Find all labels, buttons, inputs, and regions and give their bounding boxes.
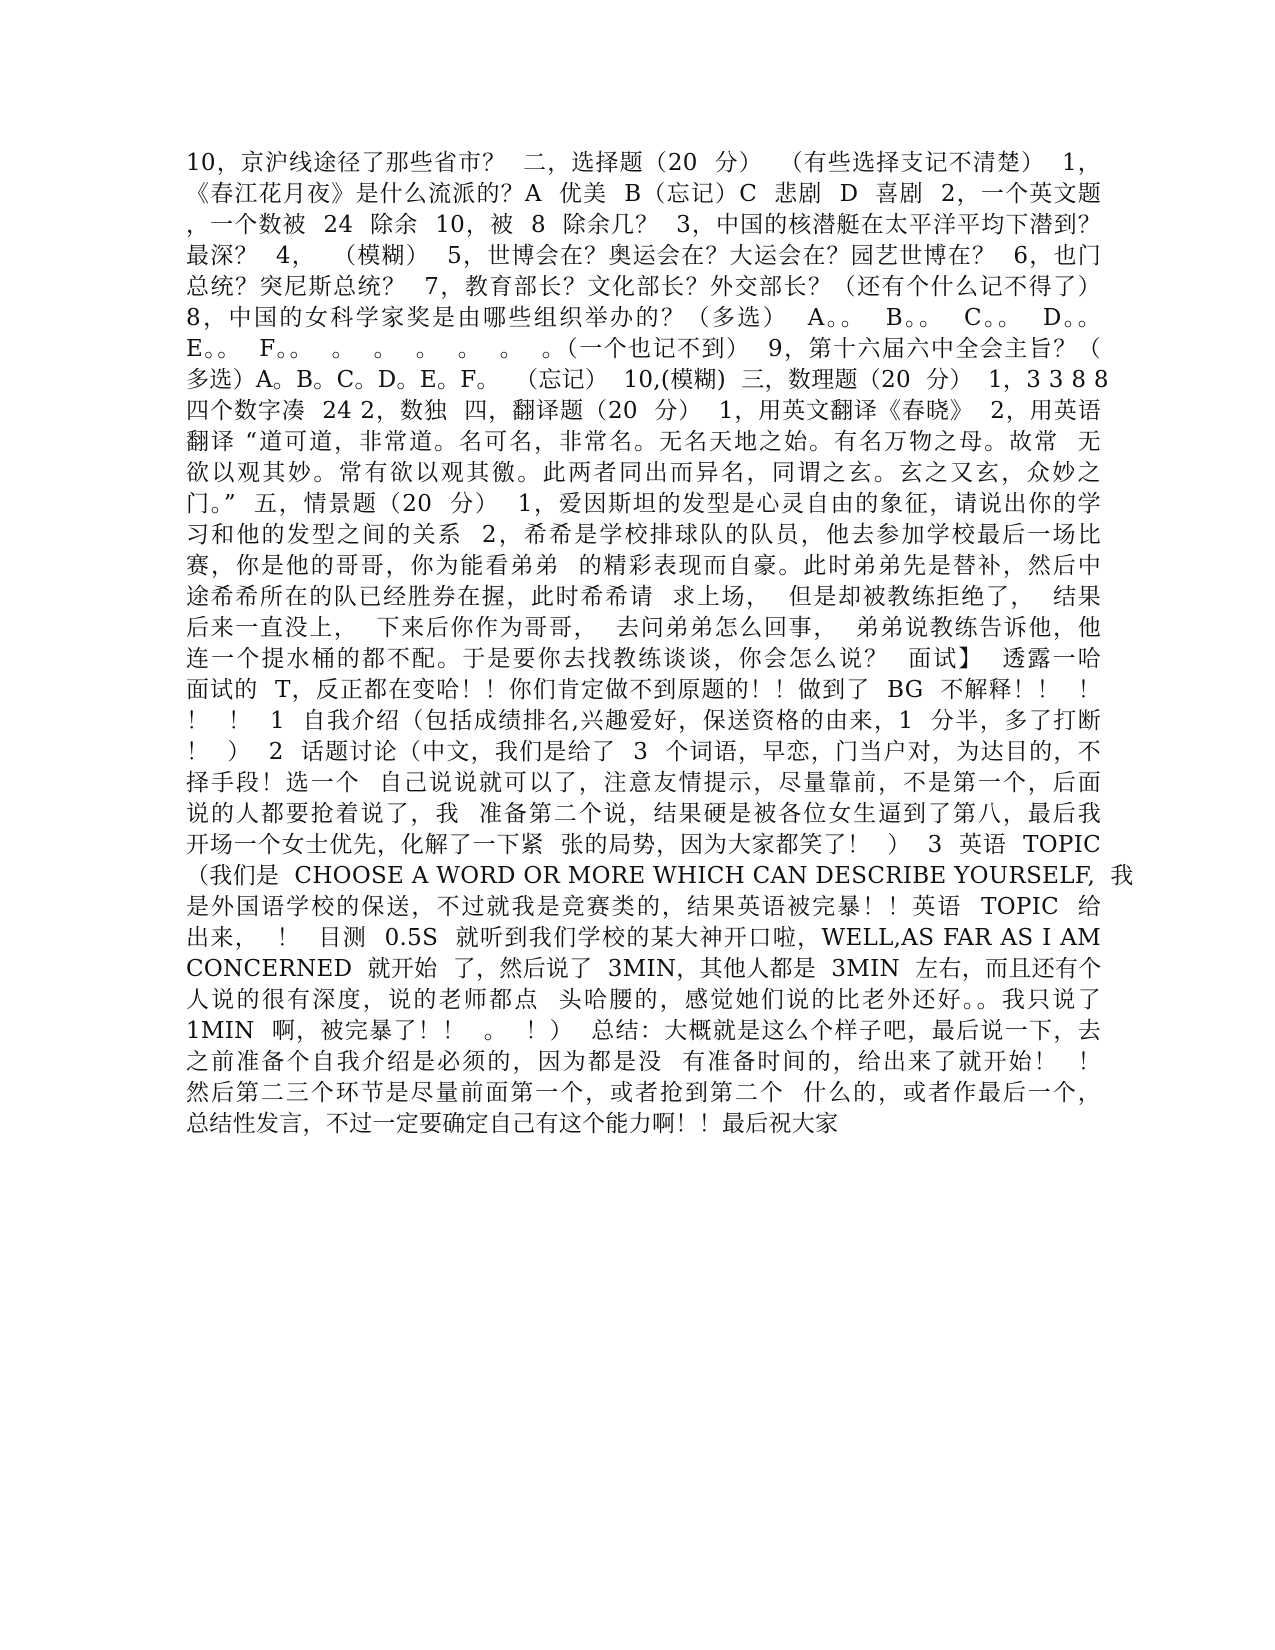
text-line-5: 总统？突尼斯总统？ 7，教育部长？文化部长？外交部长？（还有个什么记不得了） xyxy=(186,274,1101,300)
text-line-11: 欲以观其妙。常有欲以观其徼。此两者同出而异名，同谓之玄。玄之又玄，众妙之 xyxy=(186,460,1101,486)
text-line-29: 1MIN 啊，被完暴了！！ 。 ！） 总结：大概就是这么个样子吧，最后说一下，去 xyxy=(186,1018,1101,1044)
text-line-26: 出来， ！ 目测 0.5S 就听到我们学校的某大神开口啦，WELL,AS FAR AS I AM xyxy=(186,925,1101,951)
text-line-31: 然后第二三个环节是尽量前面第一个，或者抢到第二个 什么的，或者作最后一个， xyxy=(186,1080,1101,1106)
text-line-21: 择手段！选一个 自己说说就可以了，注意友情提示，尽量靠前，不是第一个，后面 xyxy=(186,770,1101,796)
text-line-30: 之前准备个自我介绍是必须的，因为都是没 有准备时间的，给出来了就开始！ ！ xyxy=(186,1049,1101,1075)
text-line-12: 门。” 五，情景题（20 分） 1，爱因斯坦的发型是心灵自由的象征，请说出你的学 xyxy=(186,491,1101,517)
text-line-32: 总结性发言，不过一定要确定自己有这个能力啊！！最后祝大家 xyxy=(186,1111,839,1137)
text-line-19: ！ ！ 1 自我介绍（包括成绩排名,兴趣爱好，保送资格的由来，1 分半，多了打断 xyxy=(186,708,1101,734)
text-line-22: 说的人都要抢着说了，我 准备第二个说，结果硬是被各位女生逼到了第八，最后我 xyxy=(186,801,1101,827)
text-line-7: E。。 F。。 。 。 。 。 。 。（一个也记不到） 9，第十六届六中全会主旨？（ xyxy=(186,336,1101,362)
text-line-28: 人说的很有深度，说的老师都点 头哈腰的，感觉她们说的比老外还好。。我只说了 xyxy=(186,987,1101,1013)
text-line-1: 10，京沪线途径了那些省市？ 二，选择题（20 分） （有些选择支记不清楚） 1， xyxy=(186,150,1101,176)
text-line-17: 连一个提水桶的都不配。于是要你去找教练谈谈，你会怎么说？ 面试】 透露一哈 xyxy=(186,646,1101,672)
text-line-6: 8，中国的女科学家奖是由哪些组织举办的？（多选） A。。 B。。 C。。 D。。 xyxy=(186,305,1101,331)
text-line-25: 是外国语学校的保送，不过就我是竞赛类的，结果英语被完暴！！英语 TOPIC 给 xyxy=(186,894,1101,920)
text-line-13: 习和他的发型之间的关系 2，希希是学校排球队的队员，他去参加学校最后一场比 xyxy=(186,522,1101,548)
text-line-23: 开场一个女士优先，化解了一下紧 张的局势，因为大家都笑了！ ） 3 英语 TOPIC xyxy=(186,832,1101,858)
text-line-18: 面试的 T，反正都在变哈！！你们肯定做不到原题的！！做到了 BG 不解释！！ ！ xyxy=(186,677,1101,703)
text-line-20: ！ ） 2 话题讨论（中文，我们是给了 3 个词语，早恋，门当户对，为达目的，不 xyxy=(186,739,1101,765)
text-line-24: （我们是 CHOOSE A WORD OR MORE WHICH CAN DESCRIBE YOURSELF, 我 xyxy=(186,863,1134,889)
text-line-16: 后来一直没上， 下来后你作为哥哥， 去问弟弟怎么回事， 弟弟说教练告诉他，他 xyxy=(186,615,1101,641)
text-line-10: 翻译 “道可道，非常道。名可名，非常名。无名天地之始。有名万物之母。故常 无 xyxy=(186,429,1101,455)
text-line-8: 多选）A。B。C。D。E。F。 （忘记） 10,(模糊) 三，数理题（20 分） 1，3 3 8 8 xyxy=(186,367,1109,393)
text-line-9: 四个数字凑 24 2，数独 四，翻译题（20 分） 1，用英文翻译《春晓》 2，用英语 xyxy=(186,398,1101,424)
text-line-3: ，一个数被 24 除余 10，被 8 除余几？ 3，中国的核潜艇在太平洋平均下潜到？ xyxy=(186,212,1101,238)
text-line-2: 《春江花月夜》是什么流派的？A 优美 B（忘记）C 悲剧 D 喜剧 2，一个英文题 xyxy=(186,181,1101,207)
text-line-27: CONCERNED 就开始 了，然后说了 3MIN，其他人都是 3MIN 左右，而且还有个 xyxy=(186,956,1102,982)
text-line-4: 最深？ 4， （模糊） 5，世博会在？奥运会在？大运会在？园艺世博在？ 6，也门 xyxy=(186,243,1101,269)
body-text xyxy=(186,148,1134,1140)
text-line-15: 途希希所在的队已经胜券在握，此时希希请 求上场， 但是却被教练拒绝了， 结果 xyxy=(186,584,1101,610)
text-line-14: 赛，你是他的哥哥，你为能看弟弟 的精彩表现而自豪。此时弟弟先是替补，然后中 xyxy=(186,553,1101,579)
